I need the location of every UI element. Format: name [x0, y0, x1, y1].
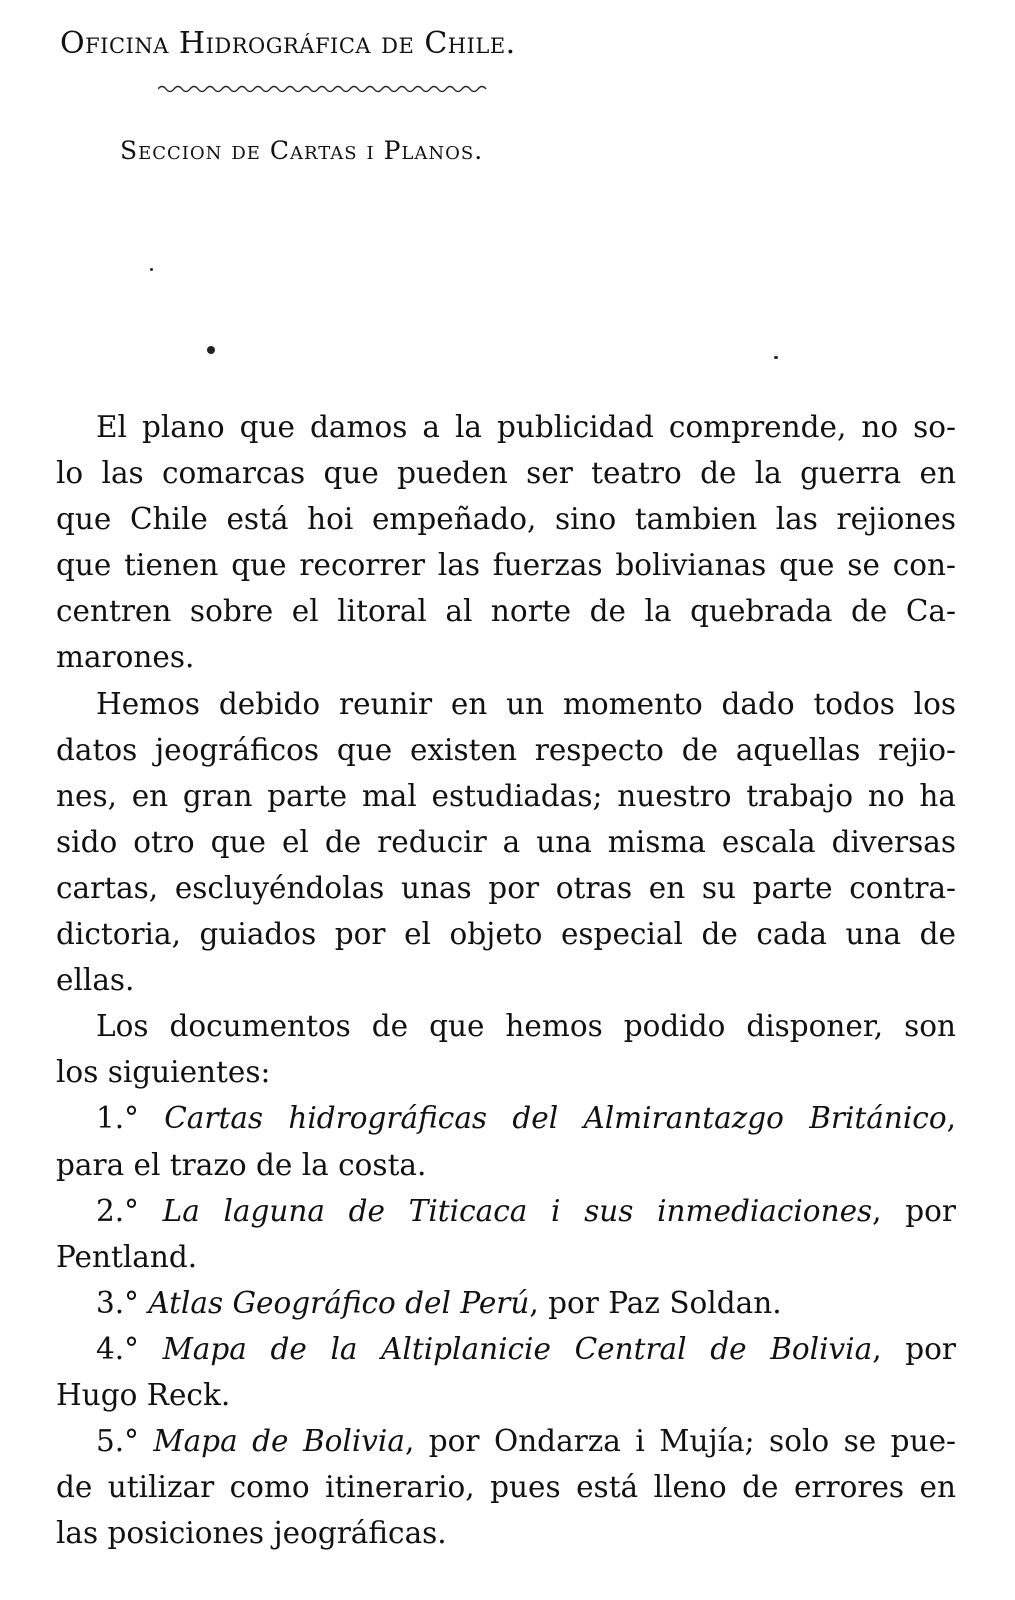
print-speck: [774, 356, 778, 359]
text-line: cartas, escluyéndolas unas por otras en su parte contra-: [56, 870, 956, 905]
text-line: ellas.: [56, 963, 135, 998]
text-line: que Chile está hoi empeñado, sino tambien las rejiones: [56, 502, 956, 537]
text-line: las posiciones jeográficas.: [56, 1516, 447, 1551]
print-speck: [207, 346, 215, 354]
text-line: para el trazo de la costa.: [56, 1147, 427, 1182]
work-title: Cartas hidrográficas del Almirantazgo Británico: [164, 1101, 947, 1136]
text-line: Pentland.: [56, 1239, 198, 1274]
list-item: [56, 1418, 956, 1464]
text-line: de utilizar como itinerario, pues está lleno de errores en: [56, 1470, 956, 1505]
list-item: [56, 1326, 956, 1372]
list-number: 3.°: [96, 1285, 139, 1320]
text-line: Hemos debido reunir en un momento dado todos los: [96, 686, 956, 721]
list-text: , por: [872, 1331, 956, 1366]
list-text: , por: [872, 1193, 956, 1228]
list-number: 4.°: [96, 1331, 139, 1366]
text-line: que tienen que recorrer las fuerzas bolivianas que se con-: [56, 548, 956, 583]
list-text: , por Ondarza i Mujía; solo se pue-: [404, 1424, 956, 1459]
body-text: [56, 404, 956, 1556]
work-title: Mapa de Bolivia: [153, 1424, 405, 1459]
list-number: 5.°: [96, 1424, 139, 1459]
list-number: 2.°: [96, 1193, 139, 1228]
work-title: La laguna de Titicaca i sus inmediaciones: [162, 1193, 873, 1228]
text-line: marones.: [56, 640, 195, 675]
text-line: centren sobre el litoral al norte de la quebrada de Ca-: [56, 594, 956, 629]
work-title: Atlas Geográfico del Perú: [148, 1285, 530, 1320]
list-item: [56, 1188, 956, 1234]
print-speck: [150, 268, 153, 271]
text-line: dictoria, guiados por el objeto especial de cada una de: [56, 917, 956, 952]
text-line: Hugo Reck.: [56, 1377, 231, 1412]
list-text: , por Paz Soldan.: [529, 1285, 782, 1320]
text-line: Los documentos de que hemos podido disponer, son: [96, 1009, 956, 1044]
wavy-divider: [158, 82, 490, 96]
list-item: [56, 1280, 956, 1326]
section-title: Seccion de Cartas i Planos.: [120, 136, 484, 165]
page-header-title: Oficina Hidrográfica de Chile.: [60, 26, 516, 61]
text-line: sido otro que el de reducir a una misma escala diversas: [56, 824, 956, 859]
list-item: [56, 1095, 956, 1141]
text-line: datos jeográficos que existen respecto de aquellas rejio-: [56, 732, 956, 767]
text-line: El plano que damos a la publicidad comprende, no so-: [96, 410, 956, 444]
text-line: los siguientes:: [56, 1055, 271, 1090]
work-title: Mapa de la Altiplanicie Central de Bolivia: [162, 1331, 873, 1366]
text-line: nes, en gran parte mal estudiadas; nuestro trabajo no ha: [56, 778, 956, 813]
list-number: 1.°: [96, 1101, 139, 1136]
text-line: lo las comarcas que pueden ser teatro de la guerra en: [56, 456, 956, 491]
list-text: ,: [946, 1101, 956, 1136]
